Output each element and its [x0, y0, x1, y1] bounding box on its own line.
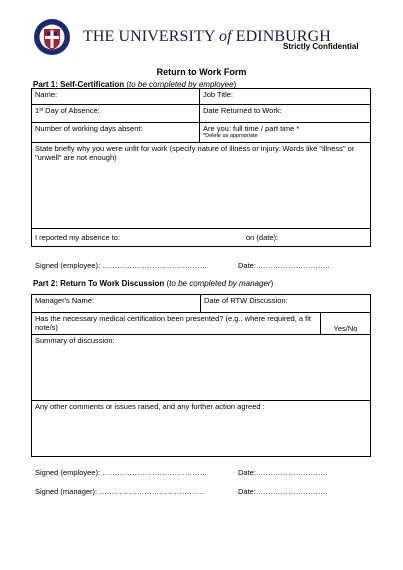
manager-name-field[interactable]: Manager's Name:: [32, 295, 201, 313]
form-title: Return to Work Form: [156, 67, 247, 77]
university-name: THE UNIVERSITY of EDINBURGH: [83, 28, 331, 45]
date-line-3[interactable]: Date: ……………………….: [238, 487, 328, 496]
part2-table: [31, 294, 371, 457]
name-field[interactable]: Name:: [32, 89, 200, 105]
signed-manager-line[interactable]: Signed (manager): ……………………………………: [35, 487, 205, 496]
yes-no-field[interactable]: Yes/No: [321, 313, 371, 335]
first-day-absence-field[interactable]: 1st Day of Absence:: [32, 105, 200, 123]
reason-unfit-field[interactable]: State briefly why you were unfit for work (specify nature of illness or injury. Words like "illness" or "unwell" are not enough): [32, 143, 371, 229]
working-days-absent-field[interactable]: Number of working days absent:: [32, 123, 200, 143]
rtw-date-field[interactable]: Date of RTW Discussion:: [201, 295, 371, 313]
part2-title: Part 2: Return To Work Discussion (to be completed by manager): [33, 279, 274, 288]
signed-employee-line-2[interactable]: Signed (employee): ……………………………………: [35, 468, 208, 477]
reported-absence-field[interactable]: I reported my absence to: on (date):: [32, 229, 371, 247]
signed-employee-line-1[interactable]: Signed (employee): ……………………………………: [35, 261, 208, 270]
medical-certification-question: Has the necessary medical certification been presented? (e.g., where required, a fit note/s): [32, 313, 321, 335]
job-title-field[interactable]: Job Title:: [200, 89, 371, 105]
part1-table: [31, 88, 371, 247]
summary-discussion-field[interactable]: Summary of discussion:: [32, 335, 371, 401]
date-returned-field[interactable]: Date Returned to Work:: [200, 105, 371, 123]
part1-title: Part 1: Self-Certification (to be completed by employee): [33, 80, 237, 89]
on-date-label: on (date):: [246, 233, 279, 242]
employment-type-field[interactable]: Are you: full time / part time * *Delete as appropriate: [200, 123, 371, 143]
date-line-2[interactable]: Date: ……………………….: [238, 468, 328, 477]
other-comments-field[interactable]: Any other comments or issues raised, and any further action agreed :: [32, 401, 371, 457]
university-crest-icon: [33, 17, 71, 57]
delete-note: *Delete as appropriate: [203, 133, 258, 139]
date-line-1[interactable]: Date: ………………………..: [238, 261, 330, 270]
confidential-label: Strictly Confidential: [283, 42, 359, 51]
